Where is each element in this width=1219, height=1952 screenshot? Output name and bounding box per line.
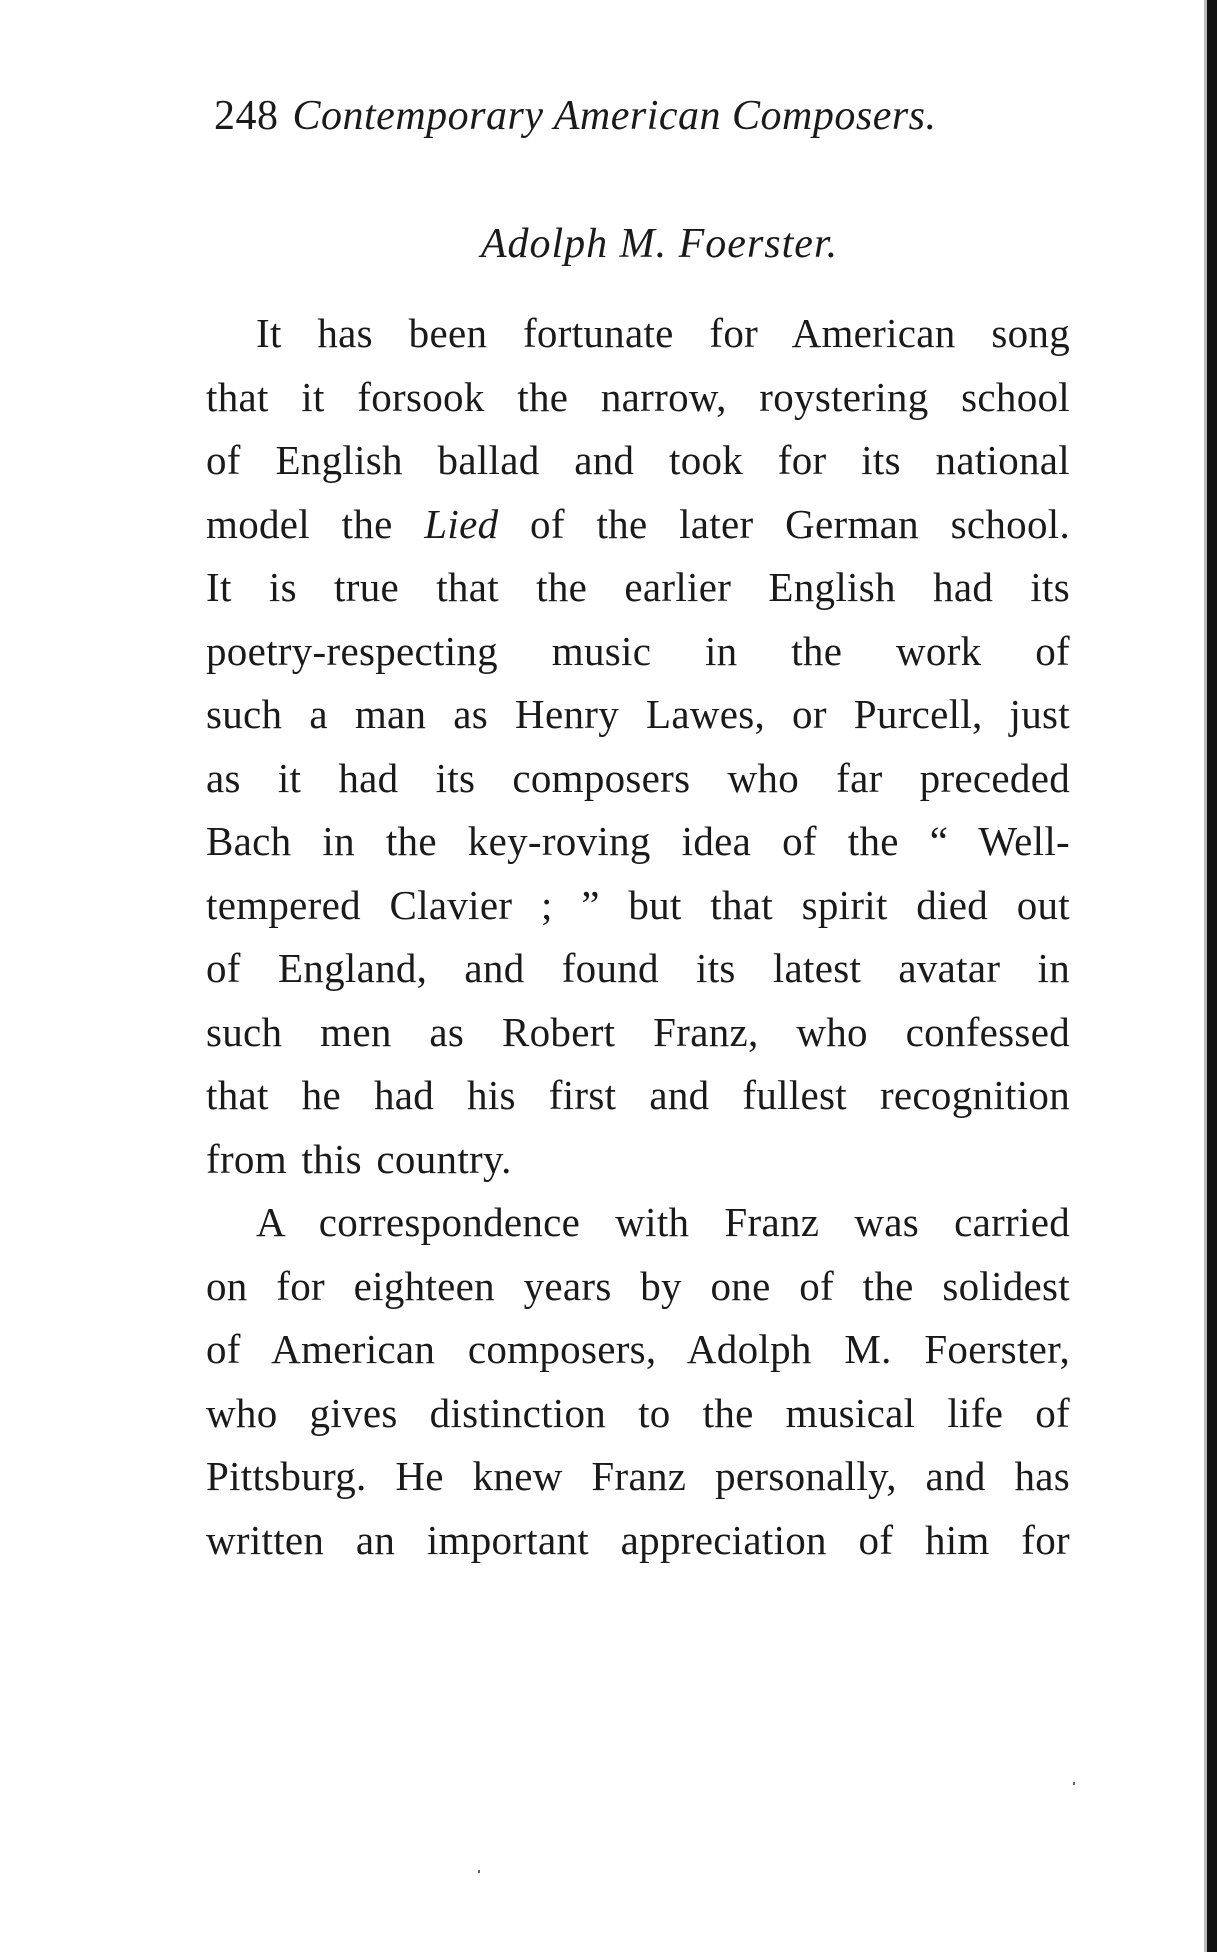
paragraph-1-line: tempered Clavier ; ” but that spirit died out — [206, 881, 1070, 928]
paragraph-1-line — [206, 493, 1070, 557]
binding-edge — [1207, 0, 1217, 1952]
paper-speck — [478, 1870, 480, 1873]
running-head-title: Contemporary American Composers. — [292, 93, 937, 139]
paragraph-1-line: of English ballad and took for its national — [206, 437, 1070, 483]
page-number: 248 — [214, 93, 279, 139]
line-text: model the — [206, 500, 425, 547]
paragraph-1-line: It has been fortunate for American song — [256, 310, 1070, 356]
paragraph-2-line: A correspondence with Franz was carried — [256, 1199, 1070, 1245]
paragraph-1-line: that it forsook the narrow, roystering school — [206, 373, 1070, 420]
paper-speck — [1073, 1782, 1075, 1785]
italic-word-lied: Lied — [424, 500, 499, 547]
paragraph-2-line: of American composers, Adolph M. Foerster, — [206, 1326, 1070, 1372]
paragraph-1-line: as it had its composers who far preceded — [206, 754, 1070, 801]
running-head — [214, 92, 937, 140]
line-text: of the later German school. — [498, 500, 1070, 547]
paragraph-2-line: who gives distinction to the musical life of — [206, 1389, 1070, 1436]
paragraph-1-line: poetry-respecting music in the work of — [206, 627, 1070, 674]
section-heading: Adolph M. Foerster. — [480, 221, 839, 267]
paragraph-1-line: Bach in the key-roving idea of the “ Well- — [206, 818, 1070, 864]
paragraph-1-line: such men as Robert Franz, who confessed — [206, 1008, 1070, 1055]
paragraph-2-line: Pittsburg. He knew Franz personally, and has — [206, 1453, 1070, 1499]
paragraph-1-line: It is true that the earlier English had its — [206, 564, 1070, 610]
paragraph-1-line: such a man as Henry Lawes, or Purcell, just — [206, 691, 1070, 737]
paragraph-1-line: of England, and found its latest avatar in — [206, 945, 1070, 991]
body-text — [206, 302, 1070, 1572]
paragraph-1-line: that he had his first and fullest recognition — [206, 1072, 1070, 1118]
paragraph-2-line: on for eighteen years by one of the solidest — [206, 1262, 1070, 1309]
paragraph-1-line: from this country. — [206, 1135, 512, 1182]
paragraph-2-line: written an important appreciation of him for — [206, 1516, 1070, 1563]
